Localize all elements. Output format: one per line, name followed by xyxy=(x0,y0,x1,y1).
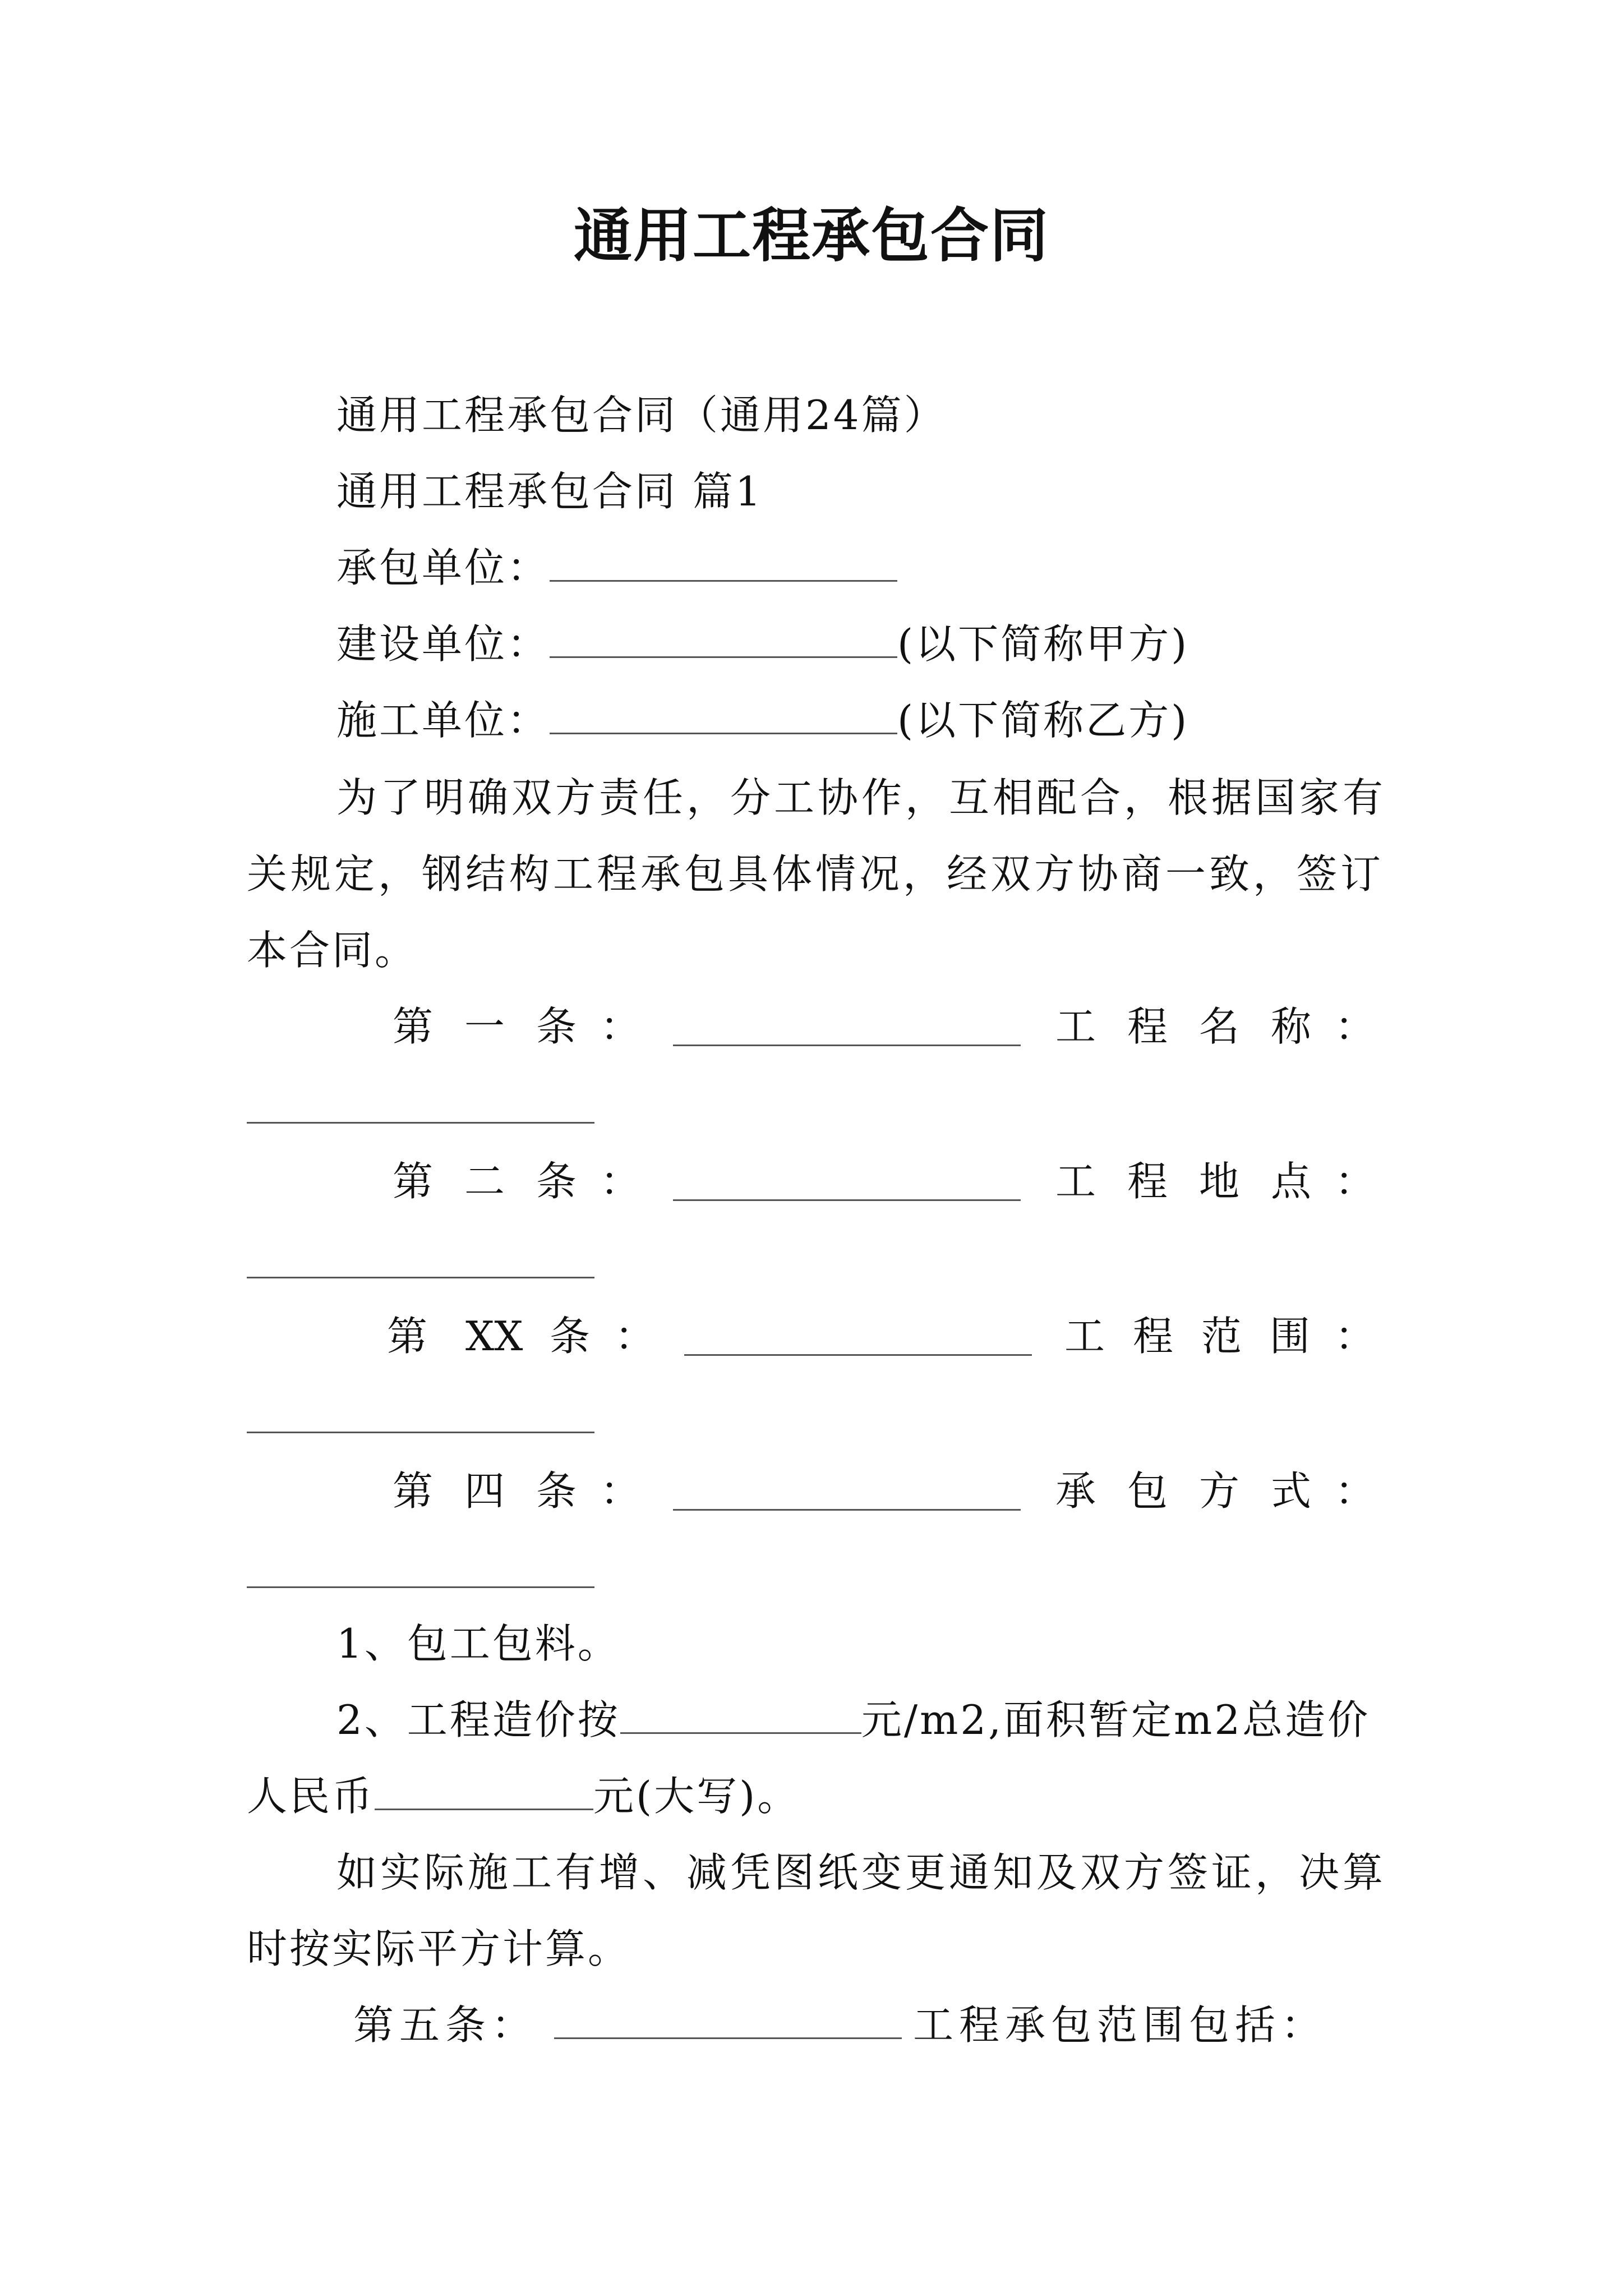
field-label: 建设单位： xyxy=(336,620,550,668)
item-2-text: 人民币 xyxy=(247,1773,375,1820)
article-char: 条 xyxy=(536,1467,577,1515)
article-char: 包 xyxy=(1127,1467,1168,1515)
article-char: 承 xyxy=(1055,1467,1096,1515)
article-5-num: 第五条： xyxy=(353,2001,538,2049)
document-subtitle: 通用工程承包合同（通用24篇） xyxy=(336,392,947,439)
contractor-unit-blank xyxy=(550,546,897,582)
article-value-blank xyxy=(247,1432,594,1433)
article-char: 围 xyxy=(1270,1313,1311,1360)
item-2-line-1 xyxy=(336,1692,1370,1748)
article-blank xyxy=(684,1354,1032,1356)
article-char: 二 xyxy=(464,1158,505,1205)
construction-unit-blank xyxy=(550,623,897,658)
article-char: XX xyxy=(465,1313,523,1360)
article-blank xyxy=(673,1509,1021,1511)
article-char: ： xyxy=(1335,1158,1376,1205)
item-1: 1、包工包料。 xyxy=(336,1620,620,1667)
article-char: ： xyxy=(1335,1003,1376,1050)
article-char: 工 xyxy=(1055,1158,1096,1205)
article-char: 四 xyxy=(464,1467,505,1515)
article-char: 程 xyxy=(1127,1003,1168,1050)
field-suffix: (以下简称乙方) xyxy=(897,697,1189,744)
article-char: 第 xyxy=(387,1313,428,1360)
document-title: 通用工程承包合同 xyxy=(573,201,1049,270)
total-amount-blank xyxy=(375,1775,593,1810)
intro-line-3: 本合同。 xyxy=(247,927,418,974)
article-blank xyxy=(673,1045,1021,1046)
field-label: 承包单位： xyxy=(336,544,550,591)
article-char: ： xyxy=(600,1003,641,1050)
item-2-text: 元/m2,面积暂定m2总造价 xyxy=(861,1696,1371,1743)
article-char: 称 xyxy=(1271,1003,1312,1050)
item-2-text: 元(大写)。 xyxy=(593,1773,800,1820)
article-char: 工 xyxy=(1055,1003,1096,1050)
article-value-blank xyxy=(247,1122,594,1124)
article-char: 条 xyxy=(550,1313,591,1360)
note-line-2: 时按实际平方计算。 xyxy=(247,1925,631,1972)
article-char: ： xyxy=(1335,1467,1376,1515)
article-char: 方 xyxy=(1199,1467,1240,1515)
article-char: 第 xyxy=(393,1003,434,1050)
article-char: 第 xyxy=(393,1467,434,1515)
article-value-blank xyxy=(247,1586,594,1588)
article-5-blank xyxy=(554,2004,902,2039)
field-suffix: (以下简称甲方) xyxy=(897,620,1189,668)
contractor-unit-field xyxy=(336,540,897,596)
article-char: 点 xyxy=(1271,1158,1312,1205)
item-2-line-2 xyxy=(247,1768,800,1824)
builder-unit-blank xyxy=(550,699,897,734)
intro-line-1: 为了明确双方责任，分工协作，互相配合，根据国家有 xyxy=(336,774,1387,821)
construction-unit-field xyxy=(336,616,1189,672)
builder-unit-field xyxy=(336,692,1189,748)
article-blank xyxy=(673,1199,1021,1201)
article-char: 程 xyxy=(1133,1313,1174,1360)
article-char: ： xyxy=(600,1158,641,1205)
article-char: 一 xyxy=(464,1003,505,1050)
article-char: 第 xyxy=(393,1158,434,1205)
article-char: 地 xyxy=(1199,1158,1240,1205)
article-char: ： xyxy=(615,1313,656,1360)
article-5-title: 工程承包范围包括： xyxy=(913,2001,1327,2049)
field-label: 施工单位： xyxy=(336,697,550,744)
article-char: ： xyxy=(1335,1313,1376,1360)
article-char: 工 xyxy=(1064,1313,1105,1360)
article-char: 程 xyxy=(1127,1158,1168,1205)
unit-price-blank xyxy=(620,1699,861,1734)
article-char: 范 xyxy=(1201,1313,1242,1360)
article-char: 式 xyxy=(1271,1467,1312,1515)
article-char: ： xyxy=(600,1467,641,1515)
article-value-blank xyxy=(247,1277,594,1278)
note-line-1: 如实际施工有增、减凭图纸变更通知及双方签证，决算 xyxy=(336,1849,1387,1896)
article-5 xyxy=(353,1997,1327,2053)
intro-line-2: 关规定，钢结构工程承包具体情况，经双方协商一致，签订 xyxy=(247,850,1385,898)
item-2-text: 2、工程造价按 xyxy=(336,1696,620,1743)
article-char: 条 xyxy=(536,1158,577,1205)
article-char: 条 xyxy=(536,1003,577,1050)
chapter-heading: 通用工程承包合同 篇1 xyxy=(336,468,763,515)
article-char: 名 xyxy=(1199,1003,1240,1050)
